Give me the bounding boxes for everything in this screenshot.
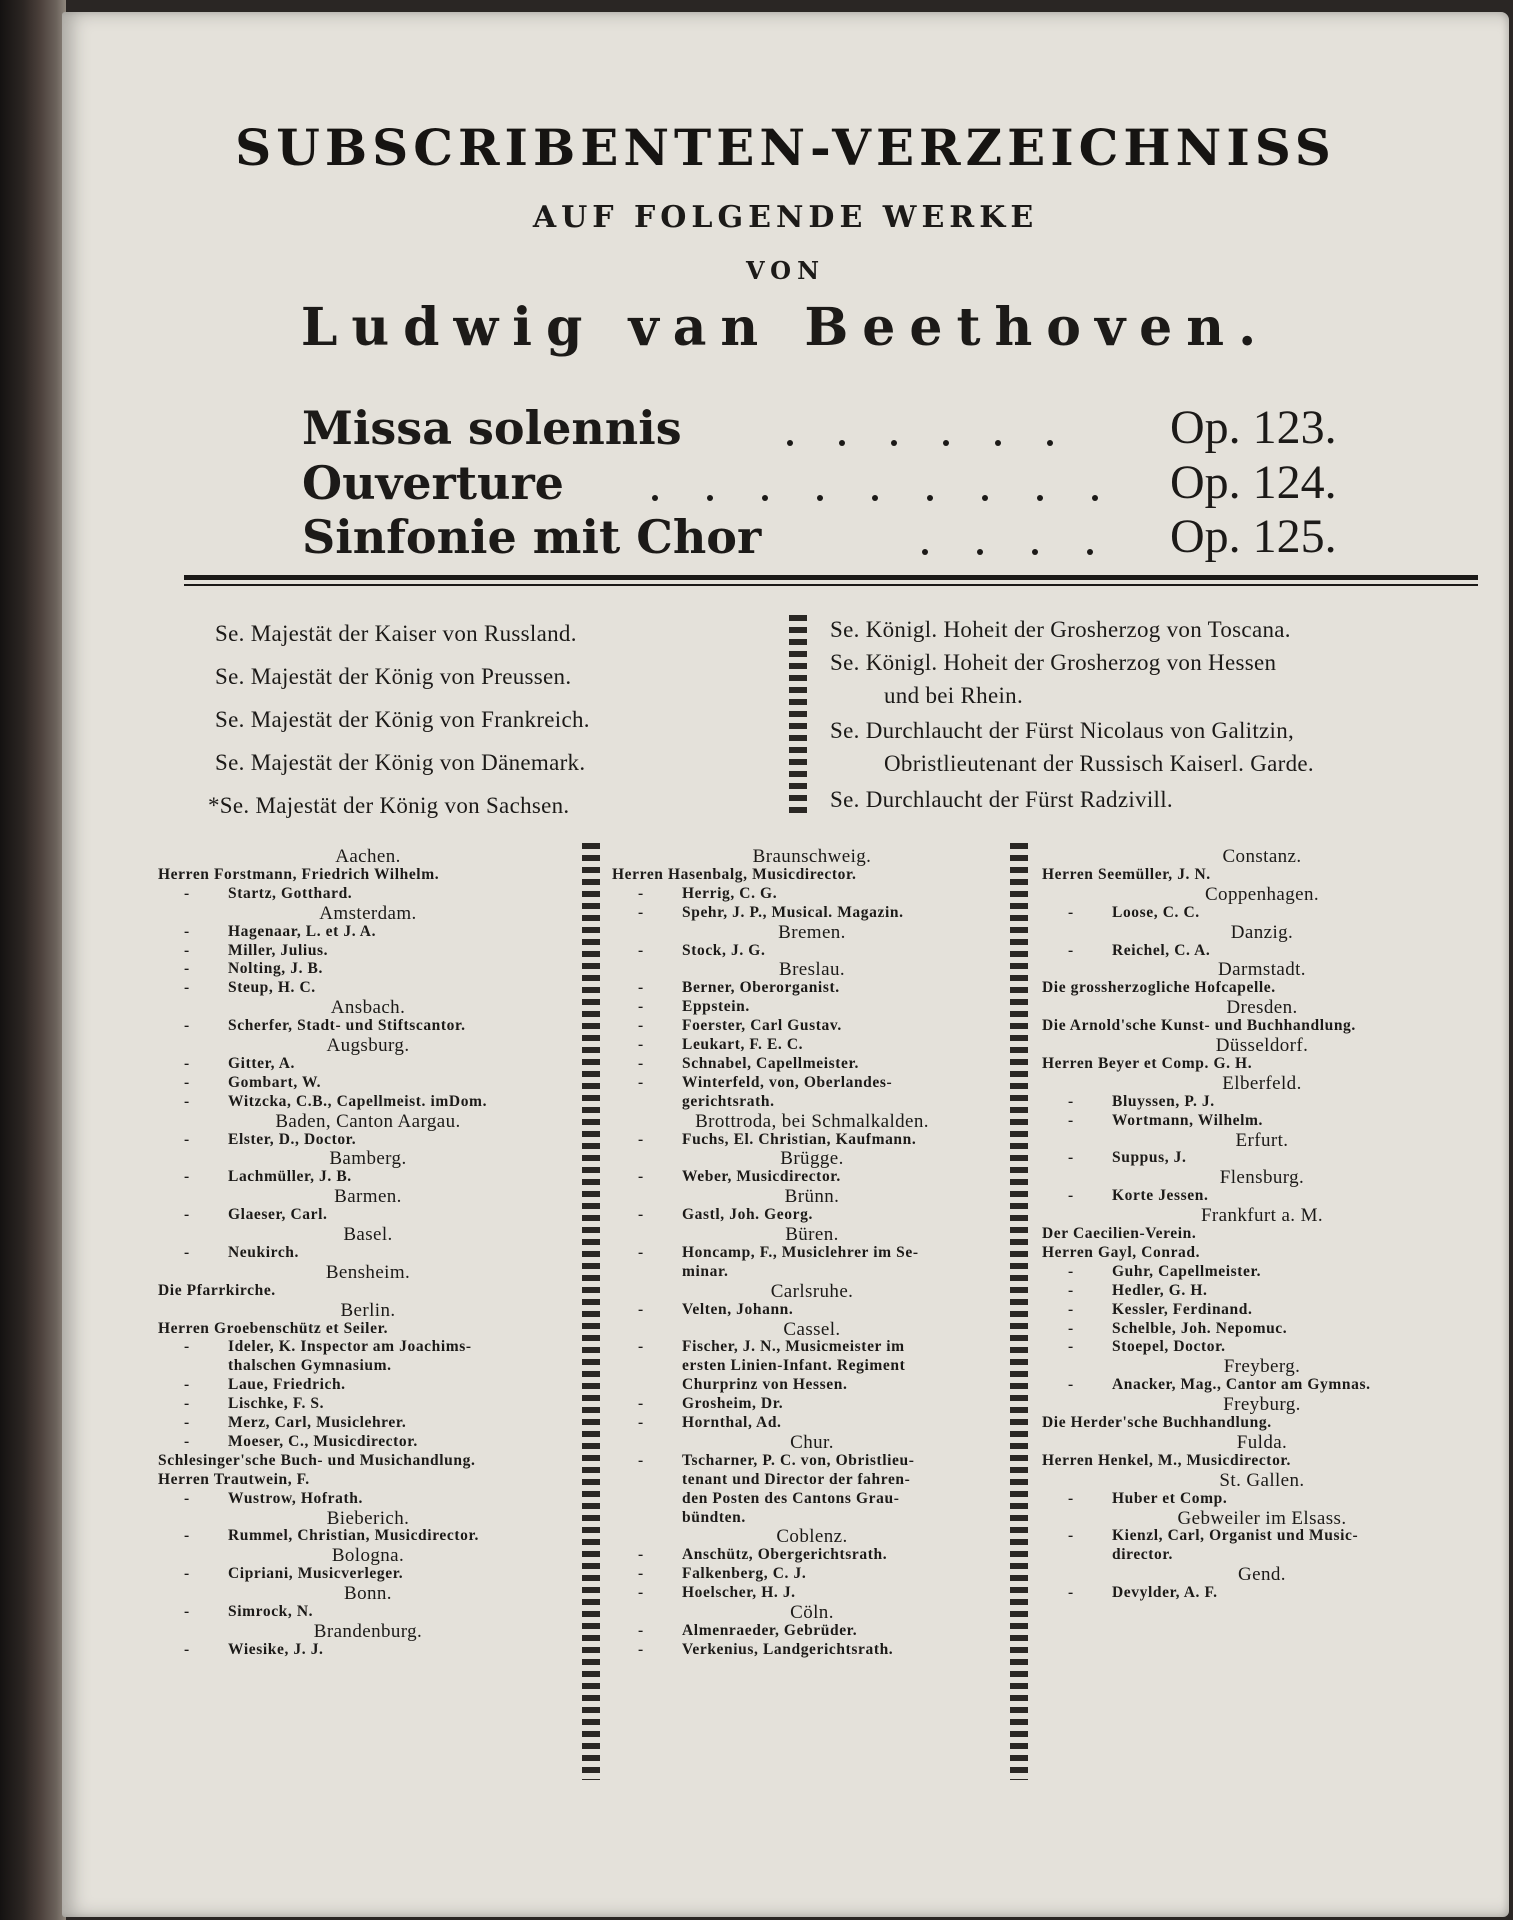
work-opus: Op. 123. (1170, 401, 1337, 454)
city-heading: Gebweiler im Elsass. (1177, 1507, 1347, 1529)
subscriber-entry: - Weber, Musicdirector. (682, 1167, 841, 1187)
subscriber-entry: - Kienzl, Carl, Organist und Music- (1112, 1526, 1358, 1546)
subscriber-entry: Die grossherzogliche Hofcapelle. (1042, 979, 1276, 997)
subscriber-entry: - Scherfer, Stadt- und Stiftscantor. (228, 1016, 466, 1036)
royal-subscriber: Se. Durchlaucht der Fürst Nicolaus von Galitzin, (830, 718, 1295, 743)
leader-dot (1037, 495, 1043, 501)
city-heading: Constanz. (1222, 846, 1302, 867)
city-heading: Carlsruhe. (770, 1280, 854, 1302)
work-entry-2 (302, 455, 1402, 515)
subscriber-entry: Der Caecilien-Verein. (1042, 1225, 1197, 1242)
city-heading: Basel. (343, 1224, 393, 1245)
leader-dot (927, 495, 933, 501)
city-heading: Freyberg. (1223, 1356, 1301, 1378)
subscriber-entry: - Gitter, A. (228, 1054, 295, 1074)
subscriber-entry: - Witzcka, C.B., Capellmeist. imDom. (228, 1092, 487, 1112)
subscriber-entry: - Gombart, W. (228, 1073, 321, 1093)
subscriber-entry: - Wiesike, J. J. (228, 1640, 324, 1660)
leader-dot (762, 495, 768, 501)
city-heading: Gend. (1238, 1564, 1286, 1586)
royal-subscriber: Se. Majestät der König von Frankreich. (215, 707, 590, 732)
subscriber-entry-cont: bündten. (682, 1508, 746, 1526)
subscriber-entry: Herren Henkel, M., Musicdirector. (1042, 1451, 1291, 1469)
city-heading: Berlin. (340, 1299, 396, 1321)
subscriber-entry: - Laue, Friedrich. (228, 1375, 346, 1395)
subscriber-entry: - Anacker, Mag., Cantor am Gymnas. (1112, 1375, 1371, 1395)
subscriber-entry: Herren Hasenbalg, Musicdirector. (612, 865, 857, 883)
city-heading: St. Gallen. (1219, 1469, 1305, 1491)
subscriber-entry: - Foerster, Carl Gustav. (682, 1016, 842, 1036)
subscriber-entry: - Almenraeder, Gebrüder. (682, 1621, 857, 1641)
subscriber-entry: - Steup, H. C. (228, 978, 316, 998)
city-heading: Breslau. (779, 959, 845, 981)
city-heading: Braunschweig. (752, 846, 872, 867)
city-heading: Coblenz. (776, 1526, 848, 1548)
city-heading: Cöln. (790, 1602, 834, 1623)
city-heading: Cassel. (783, 1318, 841, 1340)
leader-dot (891, 440, 897, 446)
subscriber-entry: - Hedler, G. H. (1112, 1281, 1208, 1301)
subscriber-entry: - Hornthal, Ad. (682, 1413, 782, 1433)
royal-subscriber: Se. Majestät der König von Dänemark. (215, 750, 586, 775)
subscriber-entry: - Grosheim, Dr. (682, 1394, 783, 1414)
city-heading: Bremen. (778, 921, 846, 943)
city-heading: Frankfurt a. M. (1200, 1205, 1324, 1227)
city-heading: Bamberg. (329, 1148, 407, 1170)
city-heading: Fulda. (1236, 1431, 1288, 1453)
subscriber-entry: - Ideler, K. Inspector am Joachims- (228, 1337, 472, 1357)
leader-dot (1047, 440, 1053, 446)
subscriber-entry: - Leukart, F. E. C. (682, 1035, 803, 1055)
subscriber-entry: - Moeser, C., Musicdirector. (228, 1432, 418, 1452)
leader-dot (943, 440, 949, 446)
city-heading: Coppenhagen. (1204, 883, 1320, 905)
subscriber-entry: - Hoelscher, H. J. (682, 1583, 796, 1603)
subscriber-entry: - Falkenberg, C. J. (682, 1564, 806, 1584)
subscriber-entry: - Simrock, N. (228, 1602, 313, 1622)
subscriber-entry: Herren Gayl, Conrad. (1042, 1243, 1201, 1261)
subscriber-entry: Die Herder'sche Buchhandlung. (1042, 1414, 1272, 1431)
subscriber-entry: - Glaeser, Carl. (228, 1205, 328, 1225)
subscriber-entry: - Guhr, Capellmeister. (1112, 1262, 1261, 1282)
leader-dot (787, 440, 793, 446)
subscriber-entry: - Startz, Gotthard. (228, 884, 352, 904)
composer-name: Ludwig van Beethoven. (300, 297, 1271, 358)
subscriber-entry: - Kessler, Ferdinand. (1112, 1300, 1252, 1320)
work-title: Ouverture (302, 456, 564, 510)
page-title: SUBSCRIBENTEN-VERZEICHNISS (235, 118, 1336, 177)
subscriber-entry-cont: thalschen Gymnasium. (228, 1357, 392, 1375)
leader-dot (1087, 549, 1093, 555)
subscriber-entry: - Herrig, C. G. (682, 884, 777, 904)
work-entry-1 (302, 400, 1402, 460)
city-heading: Bonn. (344, 1583, 392, 1605)
leader-dot (872, 495, 878, 501)
leader-dot (817, 495, 823, 501)
royal-subscriber: Se. Königl. Hoheit der Grosherzog von Hessen (830, 650, 1277, 675)
city-heading: Brügge. (780, 1148, 844, 1170)
subscriber-entry: Herren Groebenschütz et Seiler. (158, 1319, 389, 1337)
subscriber-entry: - Reichel, C. A. (1112, 941, 1210, 961)
subscriber-entry-cont: Churprinz von Hessen. (682, 1376, 848, 1394)
city-heading: Baden, Canton Aargau. (275, 1110, 461, 1132)
city-heading: Ansbach. (330, 997, 406, 1019)
leader-dot (707, 495, 713, 501)
city-heading: Bensheim. (325, 1261, 411, 1283)
book-binding (0, 0, 66, 1920)
subscriber-entry: - Wustrow, Hofrath. (228, 1489, 363, 1509)
work-opus: Op. 125. (1170, 510, 1337, 563)
subscriber-entry: - Hagenaar, L. et J. A. (228, 922, 376, 942)
subscriber-entry: - Anschütz, Obergerichtsrath. (682, 1545, 887, 1565)
subscriber-entry: - Stoepel, Doctor. (1112, 1337, 1226, 1357)
royal-subscriber: *Se. Majestät der König von Sachsen. (208, 793, 570, 818)
subscriber-entry: - Schelble, Joh. Nepomuc. (1112, 1319, 1287, 1339)
royal-subscriber-cont: und bei Rhein. (884, 683, 1023, 708)
subscriber-entry: Die Arnold'sche Kunst- und Buchhandlung. (1042, 1017, 1356, 1035)
royal-subscriber: Se. Königl. Hoheit der Grosherzog von Toscana. (830, 617, 1291, 642)
royal-subscriber-cont: Obristlieutenant der Russisch Kaiserl. Garde. (884, 751, 1314, 776)
subscriber-entry: - Miller, Julius. (228, 941, 328, 961)
column-ornament (1010, 840, 1028, 1780)
subscriber-entry: - Nolting, J. B. (228, 959, 323, 979)
leader-dot (1032, 549, 1038, 555)
subscriber-entry-cont: ersten Linien-Infant. Regiment (682, 1357, 906, 1375)
page-subtitle: AUF FOLGENDE WERKE (532, 200, 1039, 235)
city-heading: Bologna. (331, 1545, 405, 1567)
subscriber-entry: - Wortmann, Wilhelm. (1112, 1111, 1263, 1131)
subscriber-entry-cont: gerichtsrath. (682, 1092, 775, 1110)
work-entry-3 (302, 509, 1402, 569)
city-heading: Bieberich. (326, 1507, 410, 1529)
subscriber-entry: - Schnabel, Capellmeister. (682, 1054, 859, 1074)
city-heading: Dresden. (1226, 997, 1298, 1019)
header-rule-thick (184, 575, 1478, 580)
subscriber-entry: - Elster, D., Doctor. (228, 1130, 356, 1150)
subscriber-entry: Die Pfarrkirche. (158, 1281, 276, 1299)
subscriber-entry: - Huber et Comp. (1112, 1489, 1227, 1509)
subscriber-entry: - Devylder, A. F. (1112, 1583, 1218, 1603)
document-page (62, 12, 1509, 1917)
subscriber-entry-cont: tenant und Director der fahren- (682, 1470, 911, 1488)
royal-subscriber: Se. Majestät der Kaiser von Russland. (215, 621, 577, 646)
subscriber-entry: - Verkenius, Landgerichtsrath. (682, 1640, 893, 1660)
city-heading: Chur. (790, 1431, 834, 1453)
subscriber-entry: - Tscharner, P. C. von, Obristlieu- (682, 1451, 915, 1471)
subscriber-entry-cont: minar. (682, 1262, 729, 1280)
subscriber-entry: - Gastl, Joh. Georg. (682, 1205, 813, 1225)
subscriber-entry: - Lachmüller, J. B. (228, 1167, 352, 1187)
subscriber-entry: - Korte Jessen. (1112, 1186, 1208, 1206)
leader-dot (652, 495, 658, 501)
city-heading: Darmstadt. (1218, 959, 1306, 981)
leader-dot (839, 440, 845, 446)
leader-dot (1092, 495, 1098, 501)
city-heading: Augsburg. (326, 1035, 410, 1056)
subscriber-entry: - Bluyssen, P. J. (1112, 1092, 1215, 1112)
royal-subscriber: Se. Majestät der König von Preussen. (215, 664, 572, 689)
city-heading: Düsseldorf. (1215, 1035, 1309, 1056)
work-opus: Op. 124. (1170, 456, 1337, 509)
von-label: VON (745, 256, 826, 285)
subscriber-entry: Herren Seemüller, J. N. (1042, 865, 1211, 883)
header-rule-thin (184, 584, 1478, 586)
subscriber-entry: - Loose, C. C. (1112, 903, 1200, 923)
leader-dot (977, 549, 983, 555)
subscriber-entry: Herren Trautwein, F. (158, 1470, 310, 1488)
subscriber-entry: - Cipriani, Musicverleger. (228, 1564, 403, 1584)
royal-subscriber: Se. Durchlaucht der Fürst Radzivill. (830, 787, 1173, 812)
city-heading: Brünn. (784, 1186, 840, 1208)
city-heading: Freyburg. (1223, 1394, 1301, 1416)
subscriber-entry: - Eppstein. (682, 997, 750, 1017)
city-heading: Büren. (785, 1224, 839, 1245)
leader-dot (922, 549, 928, 555)
subscriber-entry: - Rummel, Christian, Musicdirector. (228, 1526, 479, 1546)
subscriber-entry: Herren Forstmann, Friedrich Wilhelm. (158, 865, 440, 883)
column-ornament (789, 612, 807, 817)
city-heading: Aachen. (335, 846, 401, 867)
city-heading: Barmen. (334, 1186, 402, 1208)
subscriber-entry: Schlesinger'sche Buch- und Musichandlung. (158, 1451, 476, 1469)
subscriber-entry: - Velten, Johann. (682, 1300, 793, 1320)
subscriber-entry: - Merz, Carl, Musiclehrer. (228, 1413, 406, 1433)
subscriber-entry: - Winterfeld, von, Oberlandes- (682, 1073, 892, 1093)
city-heading: Danzig. (1230, 921, 1294, 943)
subscriber-entry: - Fuchs, El. Christian, Kaufmann. (682, 1130, 916, 1150)
subscriber-entry: - Suppus, J. (1112, 1148, 1187, 1168)
work-title: Missa solennis (302, 401, 682, 455)
subscriber-entry: - Berner, Oberorganist. (682, 978, 840, 998)
city-heading: Brottroda, bei Schmalkalden. (695, 1110, 929, 1132)
subscriber-entry: - Fischer, J. N., Musicmeister im (682, 1337, 905, 1357)
column-ornament (582, 840, 600, 1780)
subscriber-entry: - Lischke, F. S. (228, 1394, 324, 1414)
subscriber-entry: - Spehr, J. P., Musical. Magazin. (682, 903, 904, 923)
subscriber-entry: - Stock, J. G. (682, 941, 765, 961)
leader-dot (995, 440, 1001, 446)
subscriber-entry: - Honcamp, F., Musiclehrer im Se- (682, 1243, 919, 1263)
subscriber-entry: - Neukirch. (228, 1243, 299, 1263)
city-heading: Flensburg. (1219, 1167, 1305, 1189)
city-heading: Brandenburg. (313, 1620, 423, 1642)
city-heading: Erfurt. (1235, 1129, 1289, 1151)
subscriber-entry-cont: director. (1112, 1546, 1173, 1564)
leader-dot (982, 495, 988, 501)
city-heading: Elberfeld. (1222, 1072, 1302, 1094)
city-heading: Amsterdam. (319, 902, 417, 924)
subscriber-entry: Herren Beyer et Comp. G. H. (1042, 1054, 1253, 1072)
work-title: Sinfonie mit Chor (302, 510, 762, 564)
subscriber-entry-cont: den Posten des Cantons Grau- (682, 1489, 900, 1507)
